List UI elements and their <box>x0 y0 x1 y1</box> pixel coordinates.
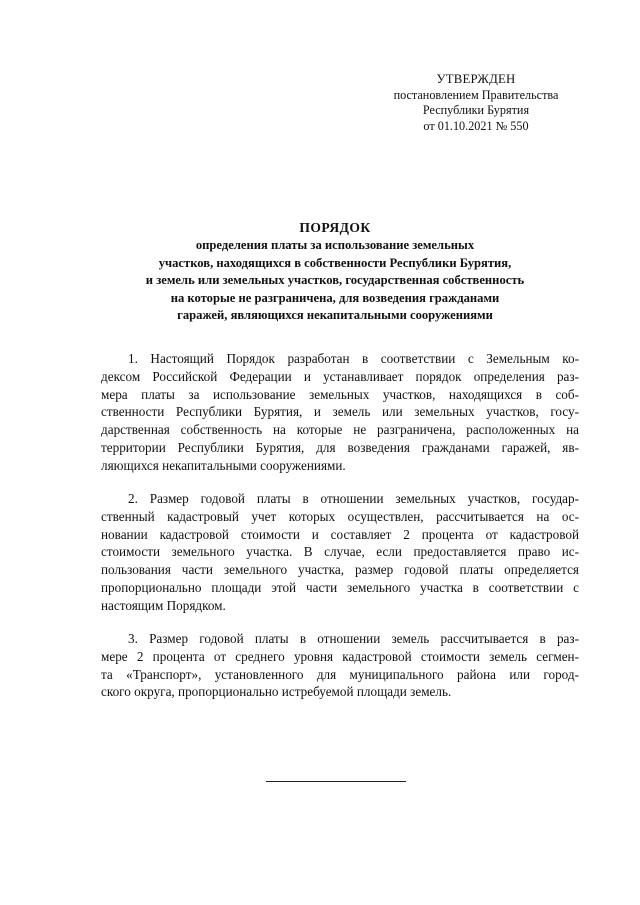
paragraph-3 <box>101 630 579 701</box>
title-line: и земель или земельных участков, государственная собственность <box>145 273 525 288</box>
text-line: дексом Российской Федерации и устанавливает порядок определения раз- <box>101 368 579 384</box>
title-line: гаражей, являющихся некапитальными сооружениями <box>177 308 493 323</box>
approval-date-number: от 01.10.2021 № 550 <box>423 118 529 133</box>
title-line: определения платы за использование земельных <box>195 238 475 252</box>
paragraph-2 <box>101 490 579 615</box>
title-line: участков, находящихся в собственности Республики Бурятия, <box>158 255 512 270</box>
text-line: пользования части земельного участка, размер годовой платы определяется <box>101 562 579 578</box>
document-title <box>70 219 600 325</box>
paragraph-1 <box>101 350 579 475</box>
title-line: на которые не разграничена, для возведения гражданами <box>170 290 500 305</box>
text-line: 2. Размер годовой платы в отношении земельных участков, государ- <box>128 491 579 506</box>
text-line: пропорционально площади этой части земельного участка в соответствии с <box>101 579 579 595</box>
text-line: дарственная собственность на которые не разграничена, расположенных на <box>101 422 579 438</box>
approval-line: Республики Бурятия <box>422 103 530 118</box>
text-line: мера платы за использование земельных участков, находящихся в соб- <box>101 386 579 402</box>
text-line: новании кадастровой стоимости и составляет 2 процента от кадастровой <box>101 526 579 542</box>
approval-line: постановлением Правительства <box>393 87 559 102</box>
text-line: 3. Размер годовой платы в отношении земель рассчитывается в раз- <box>128 631 579 646</box>
approval-heading: УТВЕРЖДЕН <box>436 72 516 86</box>
approval-stamp <box>376 72 576 134</box>
text-line: стоимости земельного участка. В случае, если предоставляется право ис- <box>101 544 579 560</box>
text-line: территории Республики Бурятия, для возведения гражданами гаражей, яв- <box>101 439 579 455</box>
text-line: 1. Настоящий Порядок разработан в соответствии с Земельным ко- <box>128 351 579 366</box>
text-line: настоящим Порядком. <box>101 597 226 613</box>
title-heading: ПОРЯДОК <box>299 220 371 235</box>
text-line: мере 2 процента от среднего уровня кадастровой стоимости земель сегмен- <box>101 648 579 664</box>
text-line: ственный кадастровый учет которых осуществлен, рассчитывается на ос- <box>101 508 579 524</box>
text-line: ского округа, пропорционально истребуемой площади земель. <box>101 684 452 700</box>
text-line: ственности Республики Бурятия, и земель или земельных участков, госу- <box>101 404 579 420</box>
text-line: та «Транспорт», установленного для муниципального района или город- <box>101 666 579 682</box>
text-line: ляющихся некапитальными сооружениями. <box>101 457 346 473</box>
closing-divider-line <box>266 781 406 782</box>
